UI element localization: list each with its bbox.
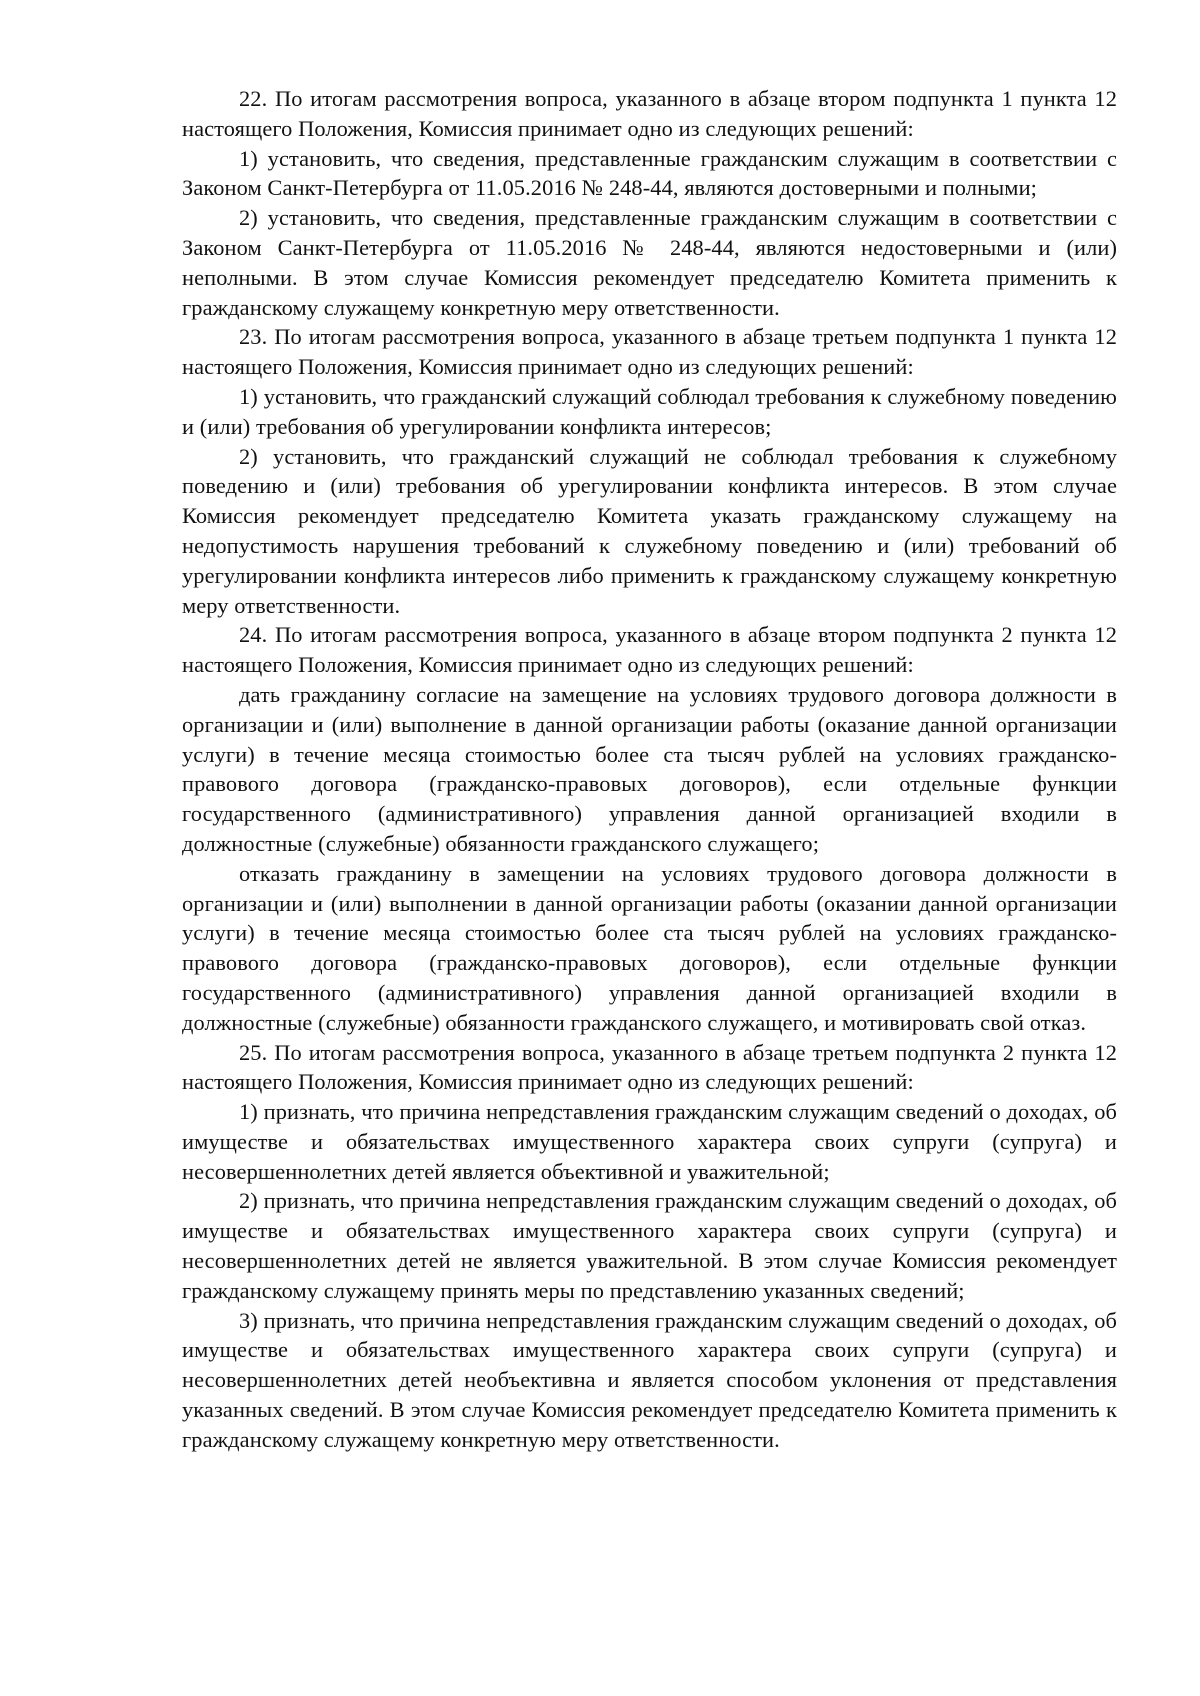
paragraph-25: 25. По итогам рассмотрения вопроса, указанного в абзаце третьем подпункта 2 пункта 12 настоящего Положения, Комиссия принимает одно из следующих решений: xyxy=(182,1039,1117,1095)
paragraph-24-option-consent: дать гражданину согласие на замещение на условиях трудового договора должности в организации и (или) выполнение в данной организации работы (оказание данной организации услуги) в течение месяца стоимостью более ста тысяч рублей на условиях гражданско-правового договора (гражданско-правовых договоров), если отдельные функции государственного (административного) управления данной организацией входили в должностные (служебные) обязанности гражданского служащего; xyxy=(182,681,1117,856)
paragraph-24: 24. По итогам рассмотрения вопроса, указанного в абзаце втором подпункта 2 пункта 12 настоящего Положения, Комиссия принимает одно из следующих решений: xyxy=(182,622,1117,678)
paragraph-25-item-1: 1) признать, что причина непредставления гражданским служащим сведений о доходах, об имуществе и обязательствах имущественного характера своих супруги (супруга) и несовершеннолетних детей является объективной и уважительной; xyxy=(182,1099,1117,1184)
paragraph-25-item-2: 2) признать, что причина непредставления гражданским служащим сведений о доходах, об имуществе и обязательствах имущественного характера своих супруги (супруга) и несовершеннолетних детей не является уважительной. В этом случае Комиссия рекомендует гражданскому служащему принять меры по представлению указанных сведений; xyxy=(182,1188,1117,1303)
paragraph-22-item-1: 1) установить, что сведения, представленные гражданским служащим в соответствии с Законом Санкт-Петербурга от 11.05.2016 № 248-44, являются достоверными и полными; xyxy=(182,145,1117,201)
paragraph-23-item-2: 2) установить, что гражданский служащий не соблюдал требования к служебному поведению и (или) требования об урегулировании конфликта интересов. В этом случае Комиссия рекомендует председателю Комитета указать гражданскому служащему на недопустимость нарушения требований к служебному поведению и (или) требований об урегулировании конфликта интересов либо применить к гражданскому служащему конкретную меру ответственности. xyxy=(182,443,1117,618)
document-page xyxy=(182,84,1117,1455)
paragraph-22-item-2: 2) установить, что сведения, представленные гражданским служащим в соответствии с Законом Санкт-Петербурга от 11.05.2016 № 248-44, являются недостоверными и (или) неполными. В этом случае Комиссия рекомендует председателю Комитета применить к гражданскому служащему конкретную меру ответственности. xyxy=(182,205,1117,320)
paragraph-25-item-3: 3) признать, что причина непредставления гражданским служащим сведений о доходах, об имуществе и обязательствах имущественного характера своих супруги (супруга) и несовершеннолетних детей необъективна и является способом уклонения от представления указанных сведений. В этом случае Комиссия рекомендует председателю Комитета применить к гражданскому служащему конкретную меру ответственности. xyxy=(182,1307,1117,1452)
paragraph-24-option-refuse: отказать гражданину в замещении на условиях трудового договора должности в организации и (или) выполнении в данной организации работы (оказании данной организации услуги) в течение месяца стоимостью более ста тысяч рублей на условиях гражданско-правового договора (гражданско-правовых договоров), если отдельные функции государственного (административного) управления данной организацией входили в должностные (служебные) обязанности гражданского служащего, и мотивировать свой отказ. xyxy=(182,860,1117,1035)
paragraph-22: 22. По итогам рассмотрения вопроса, указанного в абзаце втором подпункта 1 пункта 12 настоящего Положения, Комиссия принимает одно из следующих решений: xyxy=(182,86,1117,141)
paragraph-23: 23. По итогам рассмотрения вопроса, указанного в абзаце третьем подпункта 1 пункта 12 настоящего Положения, Комиссия принимает одно из следующих решений: xyxy=(182,324,1117,380)
paragraph-23-item-1: 1) установить, что гражданский служащий соблюдал требования к служебному поведению и (или) требования об урегулировании конфликта интересов; xyxy=(182,383,1117,439)
